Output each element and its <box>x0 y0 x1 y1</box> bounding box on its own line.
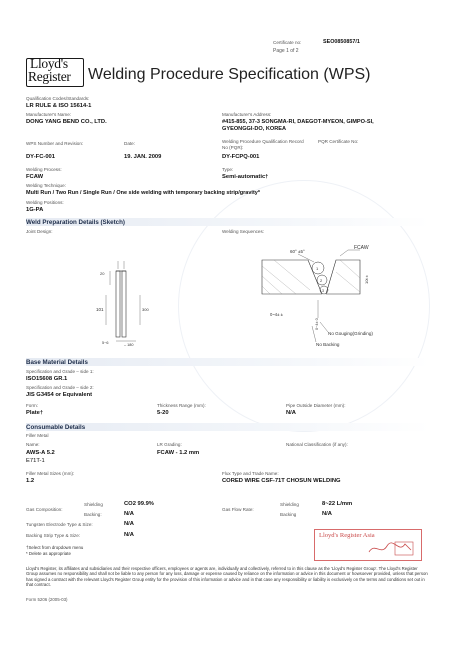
tungsten-value: N/A <box>124 521 134 527</box>
sketch-dim-top: 20 <box>100 271 105 276</box>
thickness-range-value: 5-20 <box>157 410 169 416</box>
sketch-dim-gap: 5~6 <box>102 341 109 345</box>
wps-number-label: WPS Number and Revision: <box>26 141 84 146</box>
note-dropdown: †Select from dropdown menu <box>26 545 84 550</box>
backing-strip-label: Backing Strip Type & Size: <box>26 533 81 538</box>
approval-stamp <box>314 529 422 561</box>
gas-shielding-label: Shielding <box>84 502 103 507</box>
spec-side-2-label: Specification and Grade – side 2: <box>26 385 94 390</box>
welding-sequences-label: Welding Sequences: <box>222 229 265 234</box>
pqr-label-2: No (PQR): <box>222 145 244 150</box>
flux-type-label: Flux Type and Trade Name: <box>222 471 279 476</box>
flow-shielding-value: 8~22 L/mm <box>322 501 353 507</box>
pqr-number-value: DY-FCPQ-001 <box>222 154 260 160</box>
sequence-land: 0~4± 0 <box>315 318 319 330</box>
welding-sequence-sketch <box>256 242 386 352</box>
logo-line-2: Register <box>28 69 71 84</box>
date-label: Date: <box>124 141 135 146</box>
sequence-note-2: No Backing <box>316 342 340 347</box>
lr-grading-label: LR Grading: <box>157 442 182 447</box>
note-delete: * Delete as appropriate <box>26 551 71 556</box>
qualification-codes-value: LR RULE & ISO 15614-1 <box>26 103 92 109</box>
flow-backing-value: N/A <box>322 511 332 517</box>
sketch-dim-width: 101 <box>96 307 104 312</box>
disclaimer-text: Lloyd's Register, its affiliates and subsidiaries and their respective officers, employees or agents are, individually and collectively, referred to in this clause as the 'Lloyd's Register Group'. The Lloyd's Register Group assumes no responsibility and shall not be liable to any person for any loss, damage or expense caused by reliance on the information or advice in this document or howsoever provided, unless that person has signed a contract with the relevant Lloyd's Register Group entity for the provision of this information or advice and in that case any responsibility or liability is exclusively on the terms and conditions set out in that contract. <box>26 566 428 588</box>
pqr-certificate-label: PQR Certificate No: <box>318 139 359 144</box>
form-number: Form 5206 (2005-03) <box>26 597 68 602</box>
welding-technique-value: Multi Run / Two Run / Single Run / One side welding with temporary backing strip/gravity* <box>26 190 260 196</box>
signature <box>365 540 417 558</box>
flow-backing-label: Backing <box>280 512 297 517</box>
lr-grading-value: FCAW - 1.2 mm <box>157 450 200 456</box>
tungsten-label: Tungsten Electrode Type & Size: <box>26 522 93 527</box>
stamp-text: Lloyd's Register Asia <box>319 532 375 539</box>
backing-strip-value: N/A <box>124 532 134 538</box>
sequence-note-1: No Gouging(Grinding) <box>328 331 373 336</box>
manufacturer-name-value: DONG YANG BEND CO., LTD. <box>26 119 107 125</box>
gas-composition-label: Gas Composition: <box>26 507 63 512</box>
spec-side-1-value: ISO15608 GR.1 <box>26 376 68 382</box>
manufacturer-address-line-2: GYEONGGI-DO, KOREA <box>222 126 287 132</box>
pipe-diameter-value: N/A <box>286 410 296 416</box>
national-classification-label: National Classification (if any): <box>286 442 348 447</box>
form-value: Plate† <box>26 410 44 416</box>
welding-process-label: Welding Process: <box>26 167 62 172</box>
manufacturer-address-line-1: #415-855, 37-3 SONGMA-RI, DAEGOT-MYEON, GIMPO-SI, <box>222 119 374 125</box>
sequence-root: 0~4± ± <box>270 312 283 317</box>
pipe-diameter-label: Pipe Outside Diameter (mm): <box>286 403 346 408</box>
joint-design-sketch <box>90 255 160 347</box>
pqr-label-1: Welding Procedure Qualification Record <box>222 139 304 144</box>
welding-technique-label: Welding Technique: <box>26 183 66 188</box>
gas-backing-value: N/A <box>124 511 134 517</box>
gas-shielding-value: CO2 99.9% <box>124 501 154 507</box>
consumable-heading: Consumable Details <box>26 424 86 431</box>
sequence-pass-1: 1 <box>316 266 319 271</box>
filler-metal-label: Filler Metal <box>26 433 49 438</box>
form-label: Form: <box>26 403 38 408</box>
flow-shielding-label: Shielding <box>280 502 299 507</box>
manufacturer-name-label: Manufacturer's Name: <box>26 112 72 117</box>
gas-backing-label: Backing: <box>84 512 102 517</box>
flux-type-value: CORED WIRE CSF-71T CHOSUN WELDING <box>222 478 341 484</box>
base-material-heading: Base Material Details <box>26 359 88 366</box>
certificate-label: Certificate no: <box>273 40 302 45</box>
sketch-dim-height: 300 <box>142 307 149 312</box>
thickness-range-label: Thickness Range (mm): <box>157 403 206 408</box>
sequence-thickness: 10t ± <box>364 275 369 284</box>
certificate-number: SEO0850857/1 <box>323 39 360 45</box>
sequence-process: FCAW <box>354 245 369 251</box>
welding-process-value: FCAW <box>26 174 44 180</box>
sequence-pass-2: 2 <box>320 278 323 283</box>
spec-side-1-label: Specification and Grade – side 1: <box>26 369 94 374</box>
weld-prep-heading: Weld Preparation Details (Sketch) <box>26 219 125 226</box>
filler-name-value-1: AWS-A 5.2 <box>26 450 55 456</box>
qualification-codes-label: Qualification Codes/Standards: <box>26 96 90 101</box>
filler-sizes-value: 1.2 <box>26 478 35 484</box>
type-value: Semi-automatic† <box>222 174 269 180</box>
page-indicator: Page 1 of 2 <box>273 48 299 54</box>
logo-line-1: Lloyd's <box>30 56 68 71</box>
sketch-dim-bottom: – 180 <box>124 343 134 347</box>
page-title: Welding Procedure Specification (WPS) <box>88 66 371 83</box>
filler-sizes-label: Filler Metal Sizes (mm): <box>26 471 75 476</box>
spec-side-2-value: JIS G3454 or Equivalent <box>26 392 93 398</box>
filler-name-value-2: E71T-1 <box>26 458 45 464</box>
welding-positions-value: 1G-PA <box>26 207 44 213</box>
gas-flow-label: Gas Flow Rate: <box>222 507 254 512</box>
joint-design-label: Joint Design: <box>26 229 53 234</box>
type-label: Type: <box>222 167 234 172</box>
welding-positions-label: Welding Positions: <box>26 200 64 205</box>
manufacturer-address-label: Manufacturer's Address: <box>222 112 272 117</box>
sequence-pass-3: 3 <box>322 289 324 293</box>
date-value: 19. JAN. 2009 <box>124 154 162 160</box>
filler-name-label: Name: <box>26 442 40 447</box>
sequence-angle: 60° ±5° <box>290 249 305 254</box>
wps-number-value: DY-FC-001 <box>26 154 55 160</box>
consumable-section-bar <box>26 423 430 431</box>
